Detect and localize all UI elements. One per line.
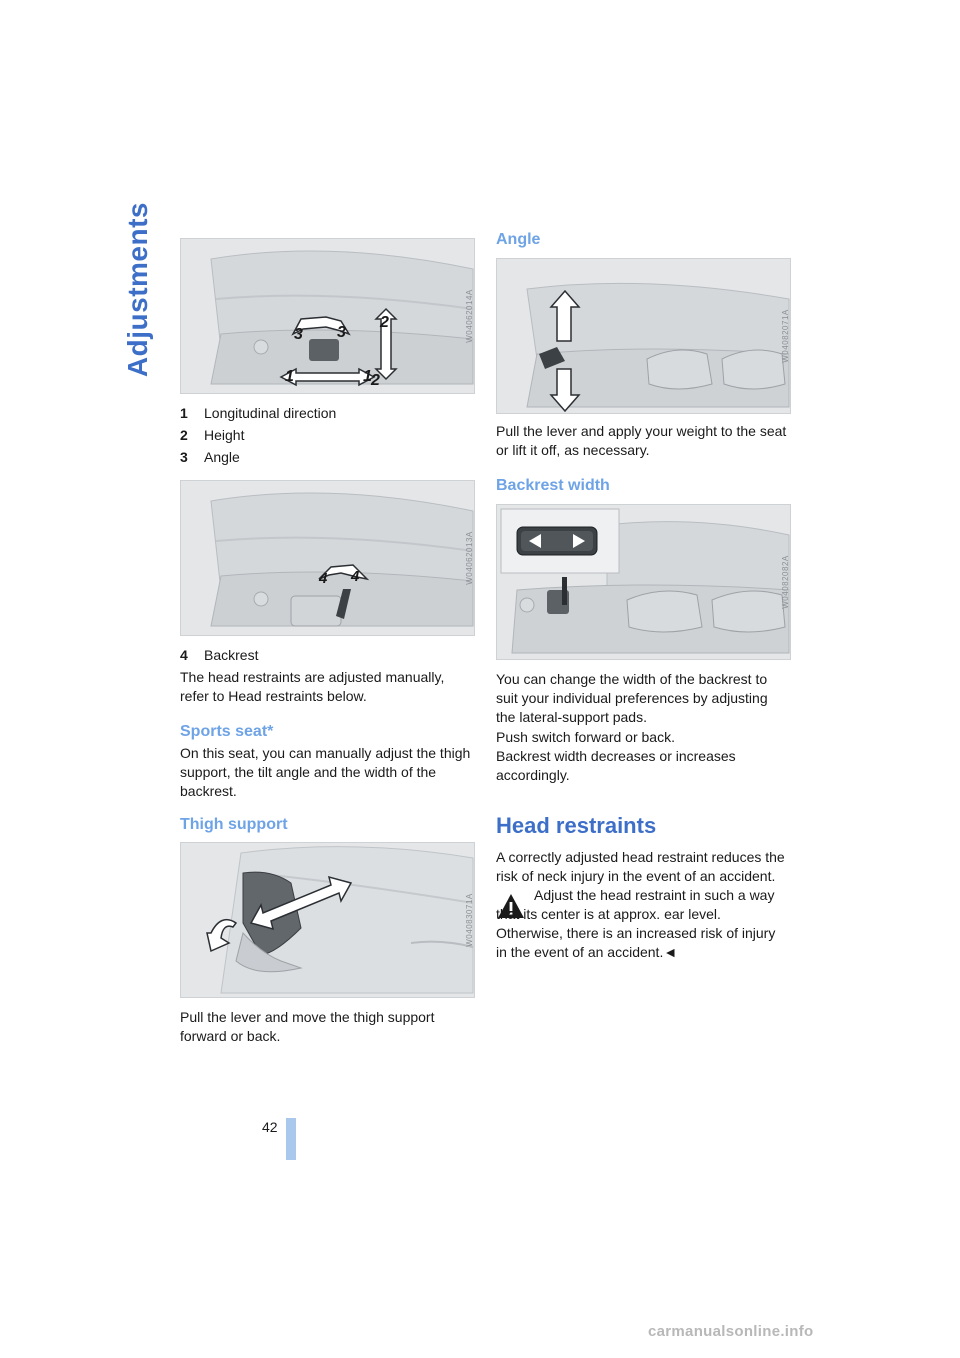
thigh-support-heading: Thigh support xyxy=(180,816,288,833)
figure-code: W04062014A xyxy=(464,289,474,343)
thigh-support-figure xyxy=(180,842,475,998)
backrest-width-instruction xyxy=(496,728,790,785)
backrest-control-illustration xyxy=(181,481,474,635)
backrest-control-figure xyxy=(180,480,475,636)
page-number: 42 xyxy=(262,1119,278,1135)
sports-seat-heading: Sports seat* xyxy=(180,723,274,740)
warning-text: Adjust the head restraint in such a way that its center is at approx. ear level. Otherwise, there is an increased risk of injury in the event of an accident.◄ xyxy=(496,887,776,960)
seat-adjustment-illustration xyxy=(181,239,474,393)
width-change-text: Backrest width decreases or increases accordingly. xyxy=(496,748,736,783)
legend-item: 2 Height xyxy=(180,427,245,443)
backrest-width-figure xyxy=(496,504,791,660)
sports-seat-text: On this seat, you can manually adjust the thigh support, the tilt angle and the width of the backrest. xyxy=(180,745,471,799)
head-restraints-note: The head restraints are adjusted manually, refer to Head restraints below. xyxy=(180,669,445,704)
svg-text:4: 4 xyxy=(351,568,360,585)
figure-code: W04082082A xyxy=(780,555,790,609)
footer-watermark: carmanualsonline.info xyxy=(648,1323,814,1340)
legend-item: 1 Longitudinal direction xyxy=(180,405,337,421)
angle-heading: Angle xyxy=(496,231,541,248)
backrest-width-text: You can change the width of the backrest to suit your individual preferences by adjusting the lateral-support pads. xyxy=(496,671,768,725)
legend-item: 3 Angle xyxy=(180,449,240,465)
svg-text:1: 1 xyxy=(285,368,294,385)
svg-text:3: 3 xyxy=(294,326,303,343)
push-switch-text: Push switch forward or back. xyxy=(496,729,675,745)
seat-adjustment-figure xyxy=(180,238,475,394)
figure-code: W04083071A xyxy=(464,893,474,947)
figure-code: W04062013A xyxy=(464,531,474,585)
thigh-support-illustration xyxy=(181,843,474,997)
page-number-bar xyxy=(286,1118,296,1160)
backrest-width-illustration xyxy=(497,505,790,659)
legend-item: 4 Backrest xyxy=(180,647,259,663)
legend-controls xyxy=(180,402,336,468)
seat-angle-figure xyxy=(496,258,791,414)
backrest-width-heading: Backrest width xyxy=(496,477,610,494)
thigh-support-text: Pull the lever and move the thigh support forward or back. xyxy=(180,1009,435,1044)
svg-text:2: 2 xyxy=(371,372,380,389)
svg-text:2: 2 xyxy=(380,314,389,331)
figure-code: W04082071A xyxy=(780,309,790,363)
end-mark: ◄ xyxy=(663,944,678,960)
svg-text:3: 3 xyxy=(337,324,346,341)
angle-text: Pull the lever and apply your weight to the seat or lift it off, as necessary. xyxy=(496,423,787,458)
svg-text:4: 4 xyxy=(319,570,328,587)
head-restraints-text: A correctly adjusted head restraint reduces the risk of neck injury in the event of an accident. xyxy=(496,849,785,884)
head-restraints-heading: Head restraints xyxy=(496,813,657,838)
chapter-side-title: Adjustments xyxy=(122,202,153,378)
legend-backrest xyxy=(180,644,258,666)
svg-text:1: 1 xyxy=(363,368,372,385)
seat-angle-illustration xyxy=(497,259,790,413)
